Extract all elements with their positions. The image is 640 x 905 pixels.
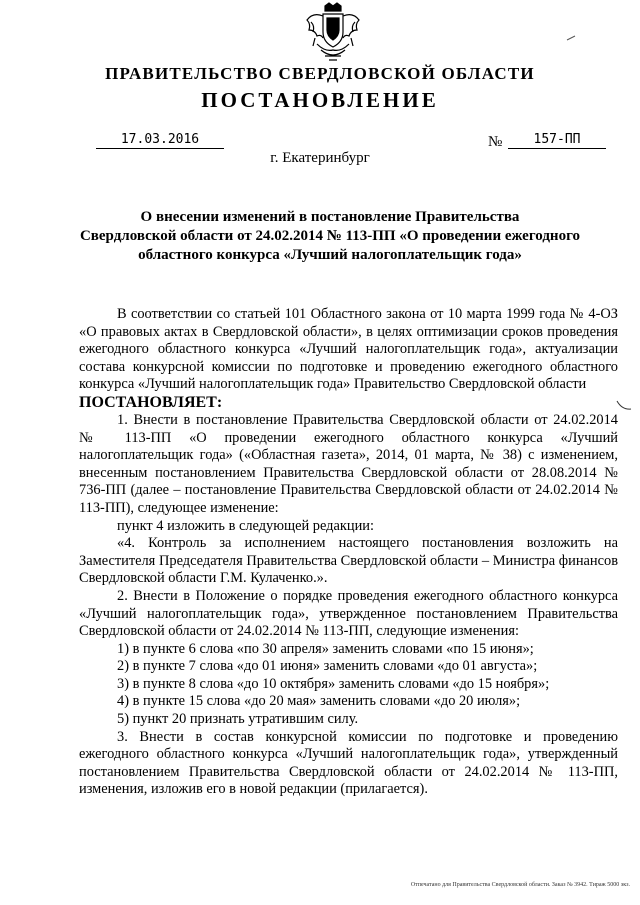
title-line: областного конкурса «Лучший налогоплательщик года» [138,247,522,263]
item-2-sub: 1) в пункте 6 слова «по 30 апреля» заменить словами «по 15 июня»; [117,640,534,657]
item-1-sub: пункт 4 изложить в следующей редакции: [117,517,374,534]
number-sign: № [488,134,503,150]
item-1-quote: «4. Контроль за исполнением настоящего постановления возложить на Заместителя Председателя Правительства Свердловской области – Министра финансов Свердловской области Г.М. Кулаченко.». [79,535,618,587]
title-line: Свердловской области от 24.02.2014 № 113-ПП «О проведении ежегодного [79,228,581,244]
resolves-heading: ПОСТАНОВЛЯЕТ: [79,393,223,411]
pen-mark [616,400,632,412]
print-footer: Отпечатано для Правительства Свердловской области. Заказ № 3942. Тираж 5000 экз. [410,882,630,888]
government-name: ПРАВИТЕЛЬСТВО СВЕРДЛОВСКОЙ ОБЛАСТИ [105,64,535,83]
pen-mark [566,34,576,42]
coat-of-arms-emblem [303,2,363,64]
intro-paragraph: В соответствии со статьей 101 Областного закона от 10 марта 1999 года № 4-ОЗ «О правовых актах в Свердловской области», в целях оптимизации сроков проведения ежегодного областного конкурса «Лучший налогоплательщик года», актуализации состава конкурсной комиссии по подготовке и проведению ежегодного областного конкурса «Лучший налогоплательщик года» Правительство Свердловской области [79,306,618,393]
item-1: 1. Внести в постановление Правительства Свердловской области от 24.02.2014 № 113-ПП «О проведении ежегодного областного конкурса «Лучший налогоплательщик года» («Областная газета», 2014, 01 марта, № 38) с изменением, внесенным постановлением Правительства Свердловской области от 28.08.2014 № 736-ПП (далее – постановление Правительства Свердловской области от 24.02.2014 № 113-ПП), следующее изменение: [79,411,618,516]
document-type: ПОСТАНОВЛЕНИЕ [201,88,439,112]
item-2: 2. Внести в Положение о порядке проведения ежегодного областного конкурса «Лучший налогоплательщик года», утвержденное постановлением Правительства Свердловской области от 24.02.2014 № 113-ПП, следующие изменения: [79,587,618,640]
document-date: 17.03.2016 [96,132,224,149]
item-3: 3. Внести в состав конкурсной комиссии по подготовке и проведению ежегодного областного конкурса «Лучший налогоплательщик года», утвержденный постановлением Правительства Свердловской области от 24.02.2014 № 113-ПП, изменения, изложив его в новой редакции (прилагается). [79,728,618,798]
item-2-sub: 5) пункт 20 признать утратившим силу. [117,711,359,728]
document-number: 157-ПП [508,132,606,149]
title-line: О внесении изменений в постановление Правительства [140,209,520,225]
resolution-title [60,208,600,265]
city: г. Екатеринбург [270,150,370,166]
item-2-sub: 2) в пункте 7 слова «до 01 июня» заменить словами «до 01 августа»; [117,658,538,675]
item-2-sub: 4) в пункте 15 слова «до 20 мая» заменить словами «до 20 июля»; [117,693,521,710]
item-2-sub: 3) в пункте 8 слова «до 10 октября» заменить словами «до 15 ноября»; [117,675,550,692]
document-body [79,306,618,799]
